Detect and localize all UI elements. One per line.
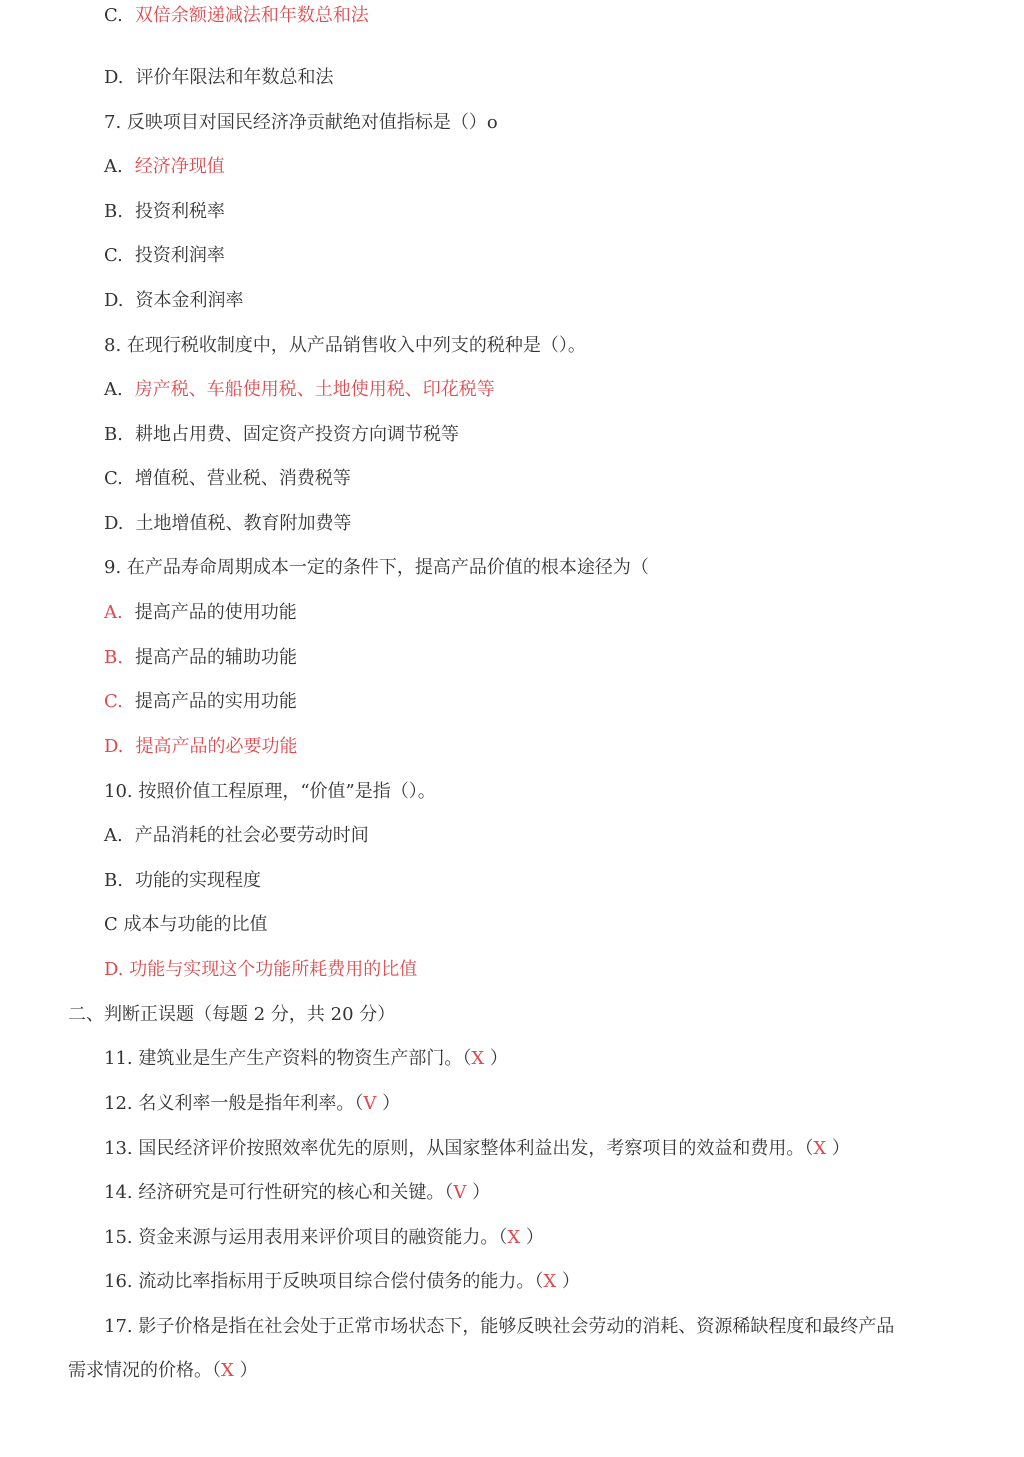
judgment-close: ） bbox=[525, 1227, 544, 1248]
judgment-close: ） bbox=[239, 1360, 258, 1381]
option-text: 投资利润率 bbox=[134, 245, 225, 266]
option-text: 土地增值税、教育附加费等 bbox=[135, 513, 352, 534]
q7-option-c bbox=[104, 244, 225, 268]
q8-option-b bbox=[104, 423, 459, 447]
option-text: 评价年限法和年数总和法 bbox=[135, 67, 334, 88]
q7-option-d bbox=[104, 289, 244, 313]
judgment-close: ） bbox=[489, 1048, 508, 1069]
q10-option-b bbox=[104, 869, 261, 893]
q8-stem: 8. 在现行税收制度中，从产品销售收入中列支的税种是（）。 bbox=[104, 335, 586, 356]
option-text-answer: 房产税、车船使用税、土地使用税、印花税等 bbox=[134, 379, 495, 400]
option-text-answer: 提高产品的必要功能 bbox=[135, 736, 298, 757]
judgment-item bbox=[104, 1047, 508, 1071]
judgment-text: 12. 名义利率一般是指年利率。（ bbox=[104, 1093, 364, 1114]
option-label: D. bbox=[104, 67, 124, 88]
option-label: D. bbox=[104, 290, 124, 311]
q9-option-a bbox=[104, 601, 297, 625]
option-label: B. bbox=[104, 870, 123, 891]
option-label: A. bbox=[104, 156, 123, 177]
q9-stem: 9. 在产品寿命周期成本一定的条件下，提高产品价值的根本途径为（ bbox=[104, 557, 649, 578]
option-label: B. bbox=[104, 201, 123, 222]
option-label: C. bbox=[104, 245, 123, 266]
judgment-answer: V bbox=[363, 1093, 377, 1114]
option-label: C. bbox=[104, 468, 123, 489]
option-label: C. bbox=[104, 5, 123, 26]
q7-option-b bbox=[104, 200, 225, 224]
q8-option-a bbox=[104, 378, 495, 402]
q6-option-d bbox=[104, 66, 334, 90]
judgment-text: 15. 资金来源与运用表用来评价项目的融资能力。（ bbox=[104, 1227, 508, 1248]
option-text: 投资利税率 bbox=[134, 201, 225, 222]
q6-option-c bbox=[104, 4, 369, 28]
option-text: 提高产品的辅助功能 bbox=[134, 647, 297, 668]
option-text-answer: 经济净现值 bbox=[134, 156, 225, 177]
judgment-item bbox=[104, 1181, 490, 1205]
judgment-answer: X bbox=[471, 1048, 485, 1069]
q9-option-c bbox=[104, 690, 297, 714]
judgment-close: ） bbox=[382, 1093, 401, 1114]
judgment-item bbox=[104, 1270, 580, 1294]
q8-option-c bbox=[104, 467, 351, 491]
judgment-answer: X bbox=[507, 1227, 521, 1248]
q9-option-d bbox=[104, 735, 298, 759]
judgment-text: 需求情况的价格。（ bbox=[68, 1360, 221, 1381]
option-label-answer: B. bbox=[104, 647, 123, 668]
q10-option-d-answer: D. 功能与实现这个功能所耗费用的比值 bbox=[104, 959, 418, 980]
option-text-answer: 双倍余额递减法和年数总和法 bbox=[134, 5, 369, 26]
judgment-text: 16. 流动比率指标用于反映项目综合偿付债务的能力。（ bbox=[104, 1271, 544, 1292]
judgment-close: ） bbox=[472, 1182, 491, 1203]
judgment-close: ） bbox=[561, 1271, 580, 1292]
q10-option-a bbox=[104, 824, 369, 848]
judgment-text: 11. 建筑业是生产生产资料的物资生产部门。（ bbox=[104, 1048, 472, 1069]
option-text: 耕地占用费、固定资产投资方向调节税等 bbox=[134, 424, 459, 445]
judgment-answer: X bbox=[813, 1138, 827, 1159]
judgment-text: 13. 国民经济评价按照效率优先的原则，从国家整体利益出发，考察项目的效益和费用。（ bbox=[104, 1138, 814, 1159]
judgment-text: 14. 经济研究是可行性研究的核心和关键。（ bbox=[104, 1182, 454, 1203]
option-text: 资本金利润率 bbox=[135, 290, 244, 311]
option-text: 功能的实现程度 bbox=[134, 870, 261, 891]
q7-option-a bbox=[104, 155, 225, 179]
q7-stem: 7. 反映项目对国民经济净贡献绝对值指标是（）o bbox=[104, 112, 498, 133]
section-title: 二、判断正误题（每题 2 分，共 20 分） bbox=[68, 1004, 396, 1025]
q10-option-c: C 成本与功能的比值 bbox=[104, 914, 268, 935]
option-label-answer: A. bbox=[104, 602, 123, 623]
option-label-answer: C. bbox=[104, 691, 123, 712]
option-label-answer: D. bbox=[104, 736, 124, 757]
option-text: 提高产品的实用功能 bbox=[134, 691, 297, 712]
judgment-item bbox=[104, 1226, 544, 1250]
judgment-item-wrapped-line1: 17. 影子价格是指在社会处于正常市场状态下，能够反映社会劳动的消耗、资源稀缺程度和最终产品 bbox=[104, 1316, 895, 1337]
judgment-item bbox=[104, 1092, 400, 1116]
q10-stem: 10. 按照价值工程原理，“价值”是指（）。 bbox=[104, 781, 436, 802]
judgment-close: ） bbox=[831, 1138, 850, 1159]
judgment-answer: X bbox=[543, 1271, 557, 1292]
option-label: D. bbox=[104, 513, 124, 534]
option-text: 增值税、营业税、消费税等 bbox=[134, 468, 351, 489]
option-text: 提高产品的使用功能 bbox=[134, 602, 297, 623]
option-label: A. bbox=[104, 825, 123, 846]
judgment-item bbox=[104, 1137, 850, 1161]
q9-option-b bbox=[104, 646, 297, 670]
q8-option-d bbox=[104, 512, 352, 536]
judgment-answer: V bbox=[453, 1182, 467, 1203]
option-label: A. bbox=[104, 379, 123, 400]
judgment-answer: X bbox=[221, 1360, 234, 1381]
option-label: B. bbox=[104, 424, 123, 445]
judgment-item-wrapped-line2 bbox=[68, 1359, 258, 1383]
option-text: 产品消耗的社会必要劳动时间 bbox=[134, 825, 369, 846]
